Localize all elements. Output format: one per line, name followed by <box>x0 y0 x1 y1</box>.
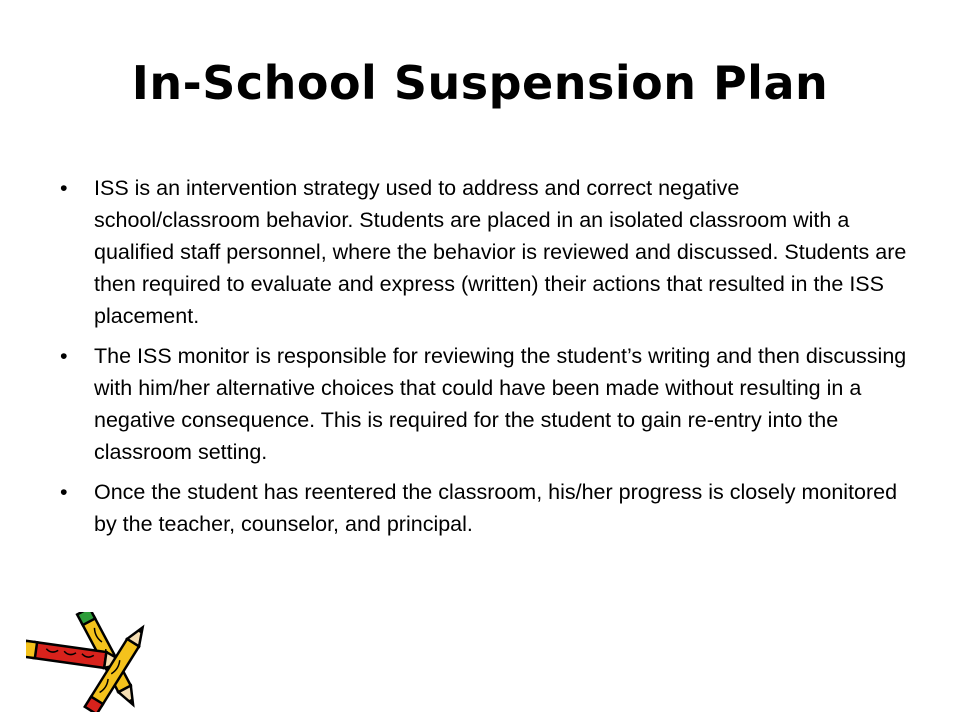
bullet-marker: • <box>60 176 68 200</box>
slide-title: In-School Suspension Plan <box>131 56 829 110</box>
bullet-item <box>60 340 910 468</box>
pencils-icon <box>26 612 146 712</box>
bullet-marker: • <box>60 344 68 368</box>
bullet-item <box>60 476 910 540</box>
bullet-text: Once the student has reentered the classroom, his/her progress is closely monitored by the teacher, counselor, and principal. <box>94 480 898 536</box>
bullet-list <box>60 172 910 548</box>
bullet-text: ISS is an intervention strategy used to address and correct negative school/classroom behavior. Students are placed in an isolated classroom with a qualified staff personnel, where the behavior is reviewed and discussed. Students are then required to evaluate and express (written) their actions that resulted in the ISS placement. <box>94 176 907 328</box>
bullet-item <box>60 172 910 332</box>
bullet-text: The ISS monitor is responsible for reviewing the student’s writing and then discussing with him/her alternative choices that could have been made without resulting in a negative consequence. This is required for the student to gain re-entry into the classroom setting. <box>94 344 907 464</box>
bullet-marker: • <box>60 480 68 504</box>
